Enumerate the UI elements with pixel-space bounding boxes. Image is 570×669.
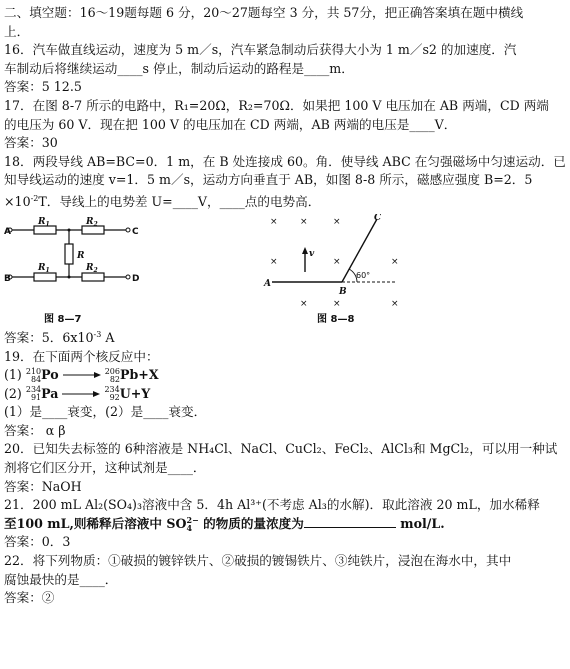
- point-c: C: [374, 213, 382, 223]
- label-r2-bottom: $R_2$: [86, 262, 98, 274]
- answer-20: 答案：NaOH: [4, 478, 82, 494]
- answer-17: 答案：30: [4, 135, 58, 151]
- sulfate-ion: 2− 4: [186, 515, 199, 534]
- field-cross: ×: [300, 216, 308, 227]
- velocity-label: v: [309, 248, 315, 259]
- point-b: B: [339, 286, 347, 297]
- question-22-line-1: 22．将下列物质：①破损的镀锌铁片、②破损的镀锡铁片、③纯铁片，浸泡在海水中，其中: [4, 553, 512, 569]
- answer-22: 答案：②: [4, 590, 55, 606]
- nuclide-po: 210 84: [25, 366, 42, 384]
- terminal-b: B: [4, 273, 11, 284]
- question-18-line-3: $\times 10^{-2}T$．导线上的电势差 U=____V，____点的电势高．: [4, 193, 321, 210]
- question-17-line-1: 17．在图 8-7 所示的电路中，R₁=20Ω，R₂=70Ω．如果把 100 V 电压加在 AB 两端，CD 两端: [4, 97, 549, 113]
- question-20-line-2: 剂将它们区分开，这种试剂是____．: [4, 460, 206, 476]
- field-cross: ×: [300, 298, 308, 309]
- terminal-d: D: [132, 273, 140, 284]
- label-r1-bottom: $R_1$: [38, 262, 50, 274]
- reaction-2: (2) 234 91Pa 234 92U+Y: [4, 385, 151, 403]
- figure-8-7-caption: 图 8—7: [44, 313, 82, 325]
- nuclide-pb: 206 82: [104, 366, 120, 384]
- point-a: A: [264, 278, 271, 289]
- question-17-line-2: 的电压为 60 V．现在把 100 V 的电压加在 CD 两端，AB 两端的电压是____V．: [4, 116, 457, 132]
- answer-18: 答案：5．$6x10^{-3}$ A: [4, 329, 115, 345]
- field-cross: ×: [391, 256, 399, 267]
- terminal-c: C: [132, 226, 139, 237]
- nuclide-u: 234 92: [104, 385, 120, 403]
- question-18-line-1: 18．两段导线 AB=BC=0．1 m，在 B 处连接成 60。角．使导线 ABC 在匀强磁场中匀速运动．已: [4, 153, 566, 169]
- section-heading: 二、填空题：16～19题每题 6 分，20～27题每空 3 分，共 57分，把正确答案填在题中横线: [4, 5, 524, 20]
- answer-16: 答案：5 12.5: [4, 79, 82, 95]
- field-cross: ×: [270, 216, 278, 227]
- field-cross: ×: [270, 256, 278, 267]
- arrow-icon: [63, 371, 101, 379]
- velocity-arrowhead: [302, 247, 308, 254]
- label-r2-top: $R_2$: [86, 216, 98, 228]
- question-16-line-2: 车制动后将继续运动____s 停止，制动后运动的路程是____m．: [4, 60, 354, 76]
- section-heading-cont: 上．: [4, 23, 30, 39]
- question-19: 19．在下面两个核反应中：: [4, 348, 159, 364]
- question-21-line-2: 至100 mL,则稀释后溶液中 SO2− 4 的物质的量浓度为 mol/L.: [4, 515, 445, 534]
- figure-row: [4, 214, 564, 326]
- arrow-icon: [62, 390, 100, 398]
- terminal-a: A: [4, 226, 11, 237]
- question-19-blanks: (1）是____衰变，(2）是____衰变．: [4, 404, 207, 420]
- field-cross: ×: [333, 298, 341, 309]
- question-21-line-1: 21．200 mL Al₂(SO₄)₃溶液中含 5．4h Al³⁺(不考虑 Al₃的水解)．取此溶液 20 mL，加水稀释: [4, 497, 540, 513]
- question-20-line-1: 20．已知失去标签的 6种溶液是 NH₄Cl、NaCl、CuCl₂、FeCl₂、AlCl₃和 MgCl₂，可以用一种试: [4, 441, 558, 457]
- nuclide-pa: 234 91: [25, 385, 42, 403]
- question-22-line-2: 腐蚀最快的是____．: [4, 571, 118, 587]
- angle-label: 60°: [356, 270, 371, 280]
- question-18-line-2: 知导线运动的速度 v=1．5 m／s，运动方向垂直于 AB，如图 8-8 所示，磁感应强度 B=2．5: [4, 172, 533, 188]
- answer-blank: [304, 527, 396, 528]
- answer-19: 答案： α β: [4, 422, 66, 438]
- question-16-line-1: 16．汽车做直线运动，速度为 5 m／s，汽车紧急制动后获得大小为 1 m／s2 的加速度．汽: [4, 42, 517, 58]
- field-cross: ×: [333, 256, 341, 267]
- figure-8-8-caption: 图 8—8: [317, 313, 355, 325]
- answer-21: 答案：0．3: [4, 534, 71, 550]
- field-cross: ×: [333, 216, 341, 227]
- label-r-middle: R: [77, 250, 85, 261]
- field-cross: ×: [391, 298, 399, 309]
- reaction-1: (1) 210 84Po 206 82Pb+X: [4, 366, 159, 384]
- label-r1-top: $R_1$: [38, 216, 50, 228]
